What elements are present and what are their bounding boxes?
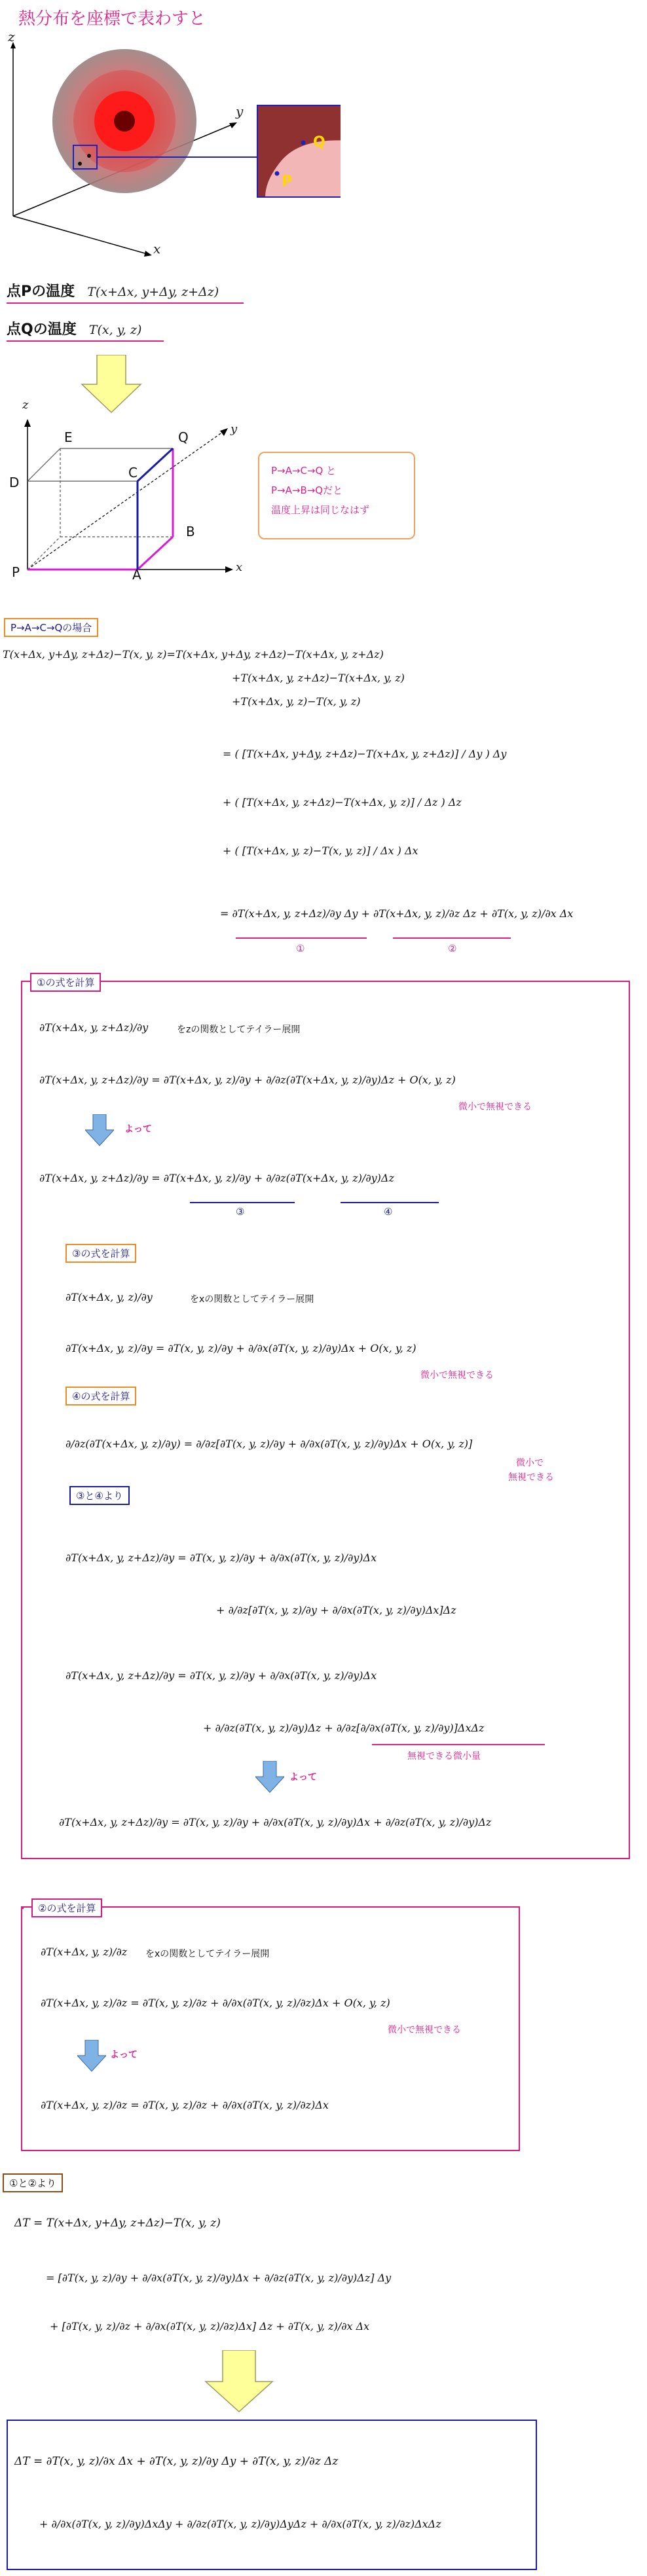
s3-k2: = [∂T(x, y, z)/∂y + ∂/∂x(∂T(x, y, z)/∂y)Δx + ∂/∂z(∂T(x, y, z)/∂y)Δz] Δy xyxy=(46,2272,392,2284)
s1-f2: + ∂/∂z(∂T(x, y, z)/∂y)Δz + ∂/∂z[∂/∂x(∂T(x, y, z)/∂y)]ΔxΔz xyxy=(203,1722,485,1734)
sub3-tag: ③の式を計算 xyxy=(65,1244,136,1263)
vertex-d: D xyxy=(9,475,20,490)
main-eq-6: + ( [T(x+Δx, y, z)−T(x, y, z)] / Δx ) Δx xyxy=(223,844,418,857)
circle-2-label: ② xyxy=(448,943,457,954)
yellow-down-arrow-2 xyxy=(203,2350,275,2413)
s1-g1: ∂T(x+Δx, y, z+Δz)/∂y = ∂T(x, y, z)/∂y + ∂/∂x(∂T(x, y, z)/∂y)Δx + ∂/∂z(∂T(x, y, z)/∂y)Δz xyxy=(59,1816,492,1828)
hint-line-2: P→A→B→Qだと xyxy=(271,484,343,496)
cube-axis-y: y xyxy=(231,422,238,436)
s1-d1-note2: 無視できる xyxy=(508,1472,554,1483)
cube-axis-z: z xyxy=(22,398,29,412)
circle-1-label: ① xyxy=(296,943,305,954)
s3-k1: ΔT = T(x+Δx, y+Δy, z+Δz)−T(x, y, z) xyxy=(14,2217,221,2230)
underline-c1 xyxy=(236,937,367,939)
point-p-label: P xyxy=(282,173,293,190)
main-eq-5: + ( [T(x+Δx, y, z+Δz)−T(x+Δx, y, z)] / Δz ) Δz xyxy=(223,796,462,808)
s1-a1: ∂T(x+Δx, y, z+Δz)/∂y xyxy=(39,1021,149,1034)
yellow-down-arrow xyxy=(79,355,144,414)
s1-a2: ∂T(x+Δx, y, z+Δz)/∂y = ∂T(x+Δx, y, z)/∂y + ∂/∂z(∂T(x+Δx, y, z)/∂y)Δz + O(x, y, z) xyxy=(39,1074,456,1086)
section-1-tag: ①の式を計算 xyxy=(30,973,101,992)
point-q-label: Q xyxy=(313,134,325,151)
temp-q-row xyxy=(7,318,141,338)
main-eq-4: = ( [T(x+Δx, y+Δy, z+Δz)−T(x+Δx, y, z+Δz)] / Δy ) Δy xyxy=(223,748,507,760)
sphere-figure xyxy=(0,26,341,288)
s3-k3: + [∂T(x, y, z)/∂z + ∂/∂x(∂T(x, y, z)/∂z)Δx] Δz + ∂T(x, y, z)/∂x Δx xyxy=(50,2320,370,2332)
s1-b1-note: をxの関数としてテイラー展開 xyxy=(190,1294,314,1305)
s2-yotte: よって xyxy=(110,2050,138,2060)
vertex-a: A xyxy=(132,567,141,583)
main-eq-3: +T(x+Δx, y, z)−T(x, y, z) xyxy=(232,695,361,708)
s1-a3: ∂T(x+Δx, y, z+Δz)/∂y = ∂T(x+Δx, y, z)/∂y + ∂/∂z(∂T(x+Δx, y, z)/∂y)Δz xyxy=(39,1172,394,1184)
final-eq-1: ΔT = ∂T(x, y, z)/∂x Δx + ∂T(x, y, z)/∂y Δy + ∂T(x, y, z)/∂z Δz xyxy=(14,2455,339,2468)
s1-d1-note1: 微小で xyxy=(516,1458,544,1468)
s2-h3: ∂T(x+Δx, y, z)/∂z = ∂T(x, y, z)/∂z + ∂/∂x(∂T(x, y, z)/∂z)Δx xyxy=(41,2099,329,2111)
s1-f2-note: 無視できる微小量 xyxy=(407,1751,481,1762)
x-axis xyxy=(13,216,147,254)
blue-down-arrow-1 xyxy=(85,1114,114,1147)
s1-d1: ∂/∂z(∂T(x+Δx, y, z)/∂y) = ∂/∂z[∂T(x, y, z)/∂y + ∂/∂x(∂T(x, y, z)/∂y)Δx + O(x, y, z)] xyxy=(65,1438,473,1450)
vertex-b: B xyxy=(186,524,195,539)
s2-h2: ∂T(x+Δx, y, z)/∂z = ∂T(x, y, z)/∂z + ∂/∂x(∂T(x, y, z)/∂z)Δx + O(x, y, z) xyxy=(41,1997,390,2009)
cube-axis-x: x xyxy=(236,560,243,574)
s2-h1-note: をxの関数としてテイラー展開 xyxy=(145,1949,270,1959)
axis-y-label: y xyxy=(236,103,244,119)
hint-box xyxy=(258,452,415,539)
section-2-tag: ②の式を計算 xyxy=(31,1898,102,1917)
temp-p-row xyxy=(7,280,219,300)
main-eq-7: = ∂T(x+Δx, y, z+Δz)/∂y Δy + ∂T(x+Δx, y, z)/∂z Δz + ∂T(x, y, z)/∂x Δx xyxy=(220,907,574,920)
temp-p-underline xyxy=(7,302,244,304)
underline-c3 xyxy=(190,1202,295,1203)
vertex-e: E xyxy=(64,429,73,445)
sub34-tag: ③と④より xyxy=(69,1486,130,1505)
underline-c2 xyxy=(393,937,511,939)
vertex-c: C xyxy=(128,465,138,481)
s1-yotte: よって xyxy=(124,1124,152,1134)
main-eq-2: +T(x+Δx, y, z+Δz)−T(x+Δx, y, z) xyxy=(232,672,405,684)
page-title: 熱分布を座標で表わすと xyxy=(18,9,206,29)
s1-yotte-2: よって xyxy=(289,1772,317,1783)
blue-down-arrow-3 xyxy=(77,2040,106,2073)
s2-h2-note: 微小で無視できる xyxy=(388,2025,461,2035)
s1-f1: ∂T(x+Δx, y, z+Δz)/∂y = ∂T(x, y, z)/∂y + ∂/∂x(∂T(x, y, z)/∂y)Δx xyxy=(65,1669,377,1682)
main-eq-1: T(x+Δx, y+Δy, z+Δz)−T(x, y, z)=T(x+Δx, y+Δy, z+Δz)−T(x+Δx, y, z+Δz) xyxy=(3,648,384,661)
axis-x-label: x xyxy=(153,241,161,257)
temp-q-label: 点Qの温度 xyxy=(7,321,77,338)
s1-e2: + ∂/∂z[∂T(x, y, z)/∂y + ∂/∂x(∂T(x, y, z)/∂y)Δx]Δz xyxy=(216,1604,456,1616)
cube-figure xyxy=(0,412,262,589)
temp-q-underline xyxy=(7,340,164,342)
underline-negligible xyxy=(372,1744,545,1745)
vertex-p: P xyxy=(12,564,20,580)
s1-b2: ∂T(x+Δx, y, z)/∂y = ∂T(x, y, z)/∂y + ∂/∂x(∂T(x, y, z)/∂y)Δx + O(x, y, z) xyxy=(65,1342,416,1354)
s1-a1-note: をzの関数としてテイラー展開 xyxy=(177,1025,301,1035)
underline-c4 xyxy=(341,1202,439,1203)
final-eq-2: + ∂/∂x(∂T(x, y, z)/∂y)ΔxΔy + ∂/∂z(∂T(x, y, z)/∂y)ΔyΔz + ∂/∂x(∂T(x, y, z)/∂z)ΔxΔz xyxy=(39,2518,441,2530)
sub4-tag: ④の式を計算 xyxy=(65,1387,136,1406)
temp-q-expr: T(x, y, z) xyxy=(88,323,142,337)
case-tag: P→A→C→Qの場合 xyxy=(4,618,98,637)
s1-a2-note: 微小で無視できる xyxy=(458,1102,532,1112)
hint-line-3: 温度上昇は同じなはず xyxy=(271,504,370,516)
circle-4-label: ④ xyxy=(384,1206,393,1218)
final-result-box xyxy=(7,2420,537,2570)
section-3-tag: ①と②より xyxy=(3,2173,63,2192)
circle-3-label: ③ xyxy=(236,1206,245,1218)
hint-line-1: P→A→C→Q と xyxy=(271,465,337,477)
vertex-q: Q xyxy=(178,429,189,445)
temp-p-label: 点Pの温度 xyxy=(7,283,75,300)
s1-e1: ∂T(x+Δx, y, z+Δz)/∂y = ∂T(x, y, z)/∂y + ∂/∂x(∂T(x, y, z)/∂y)Δx xyxy=(65,1551,377,1564)
axis-z-label: z xyxy=(8,29,15,45)
s1-b2-note: 微小で無視できる xyxy=(420,1370,494,1381)
blue-down-arrow-2 xyxy=(255,1761,284,1794)
temp-p-expr: T(x+Δx, y+Δy, z+Δz) xyxy=(87,285,219,299)
s1-b1: ∂T(x+Δx, y, z)/∂y xyxy=(65,1291,153,1303)
s2-h1: ∂T(x+Δx, y, z)/∂z xyxy=(41,1946,128,1958)
